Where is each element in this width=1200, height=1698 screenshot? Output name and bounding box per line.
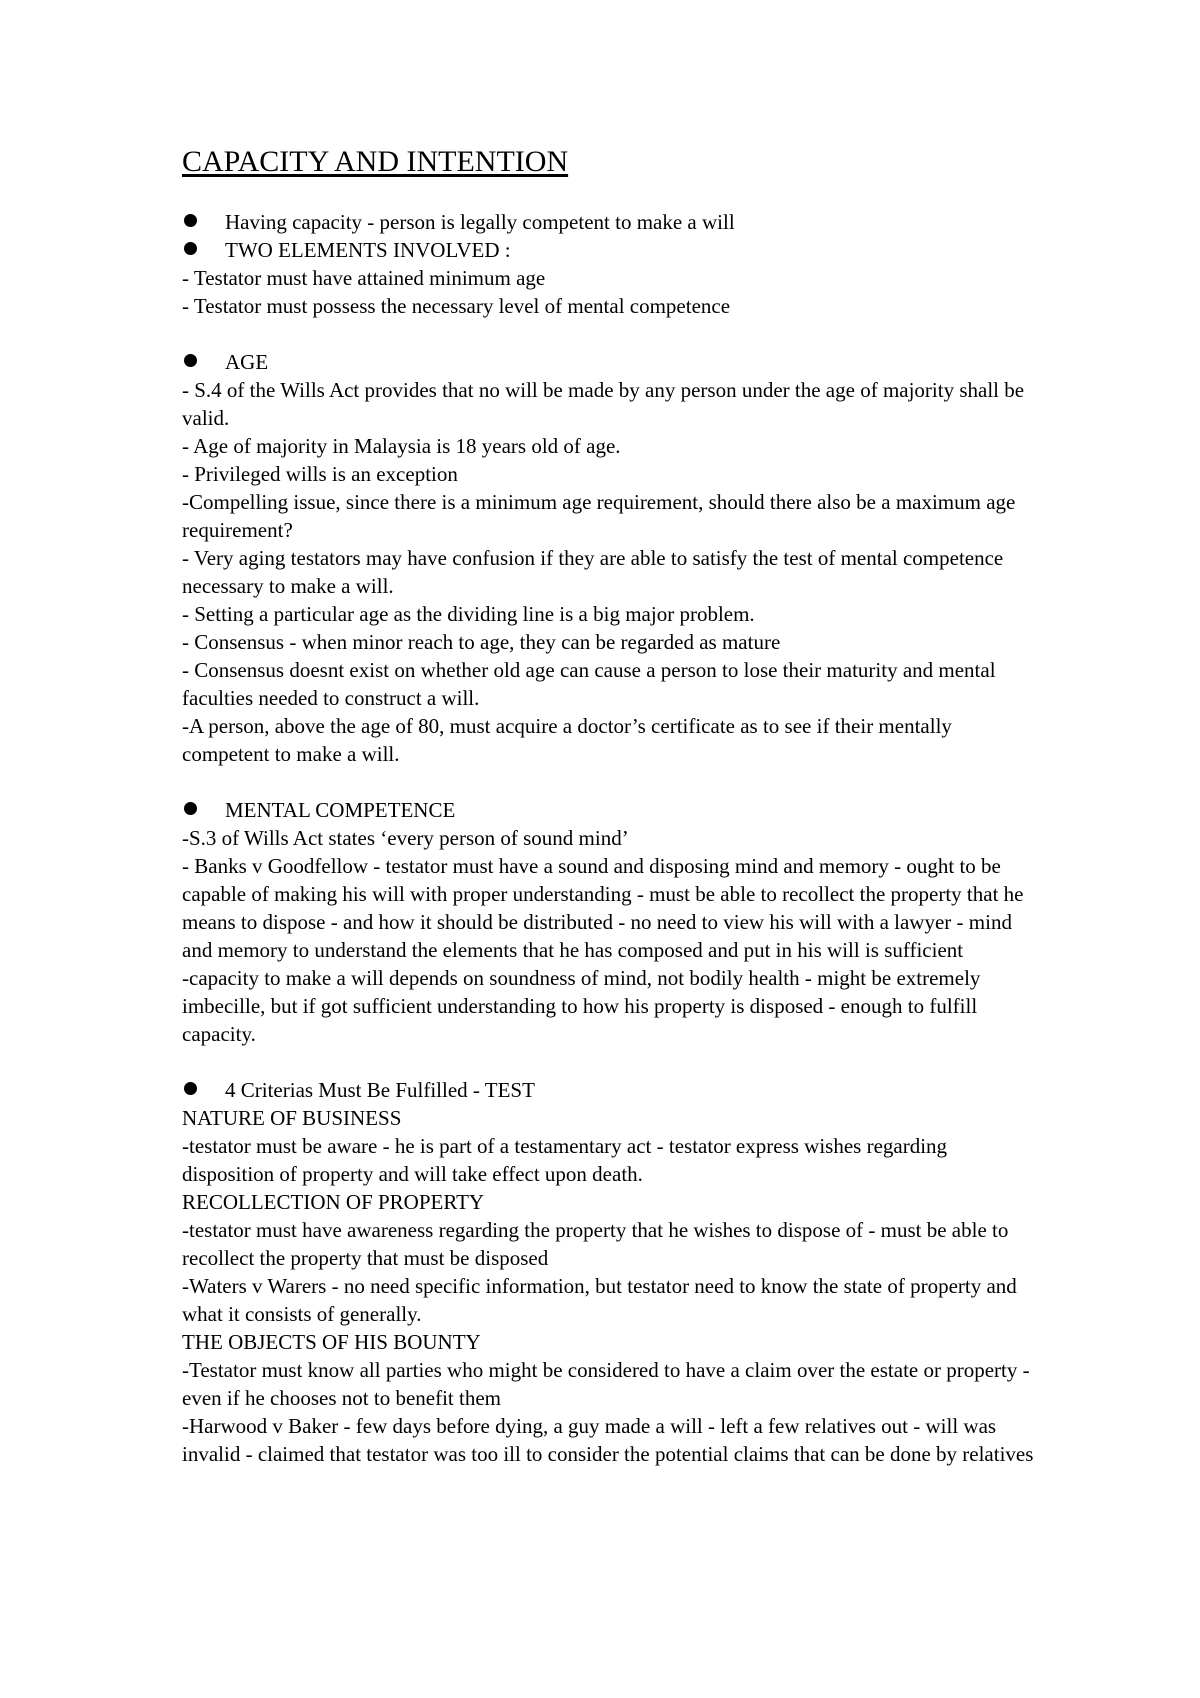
section-heading-text: AGE (225, 350, 269, 374)
text-line: - Testator must possess the necessary level of mental competence (182, 294, 731, 318)
text-line: -Harwood v Baker - few days before dying, a guy made a will - left a few relatives out - will was invalid - claimed that testator was too ill to consider the potential claims that can be done by relatives (182, 1414, 1034, 1466)
text-line: -testator must be aware - he is part of a testamentary act - testator express wishes regarding disposition of property and will take effect upon death. (182, 1134, 948, 1186)
text-line: -capacity to make a will depends on soundness of mind, not bodily health - might be extremely imbecille, but if got sufficient understanding to how his property is disposed - enough to fulfill capacity. (182, 966, 981, 1046)
text-line: -A person, above the age of 80, must acquire a doctor’s certificate as to see if their mentally competent to make a will. (182, 714, 952, 766)
text-line: - Consensus - when minor reach to age, they can be regarded as mature (182, 630, 781, 654)
section-gap (182, 768, 1042, 796)
section-heading-mental-competence (182, 796, 1042, 824)
text-line: - S.4 of the Wills Act provides that no will be made by any person under the age of majority shall be valid. (182, 378, 1025, 430)
section-gap (182, 1048, 1042, 1076)
section-gap (182, 320, 1042, 348)
text-line: - Testator must have attained minimum age (182, 266, 546, 290)
text-line: - Privileged wills is an exception (182, 462, 458, 486)
subheading-recollection-of-property: RECOLLECTION OF PROPERTY (182, 1190, 485, 1214)
bullet-icon (184, 214, 197, 227)
section-heading-text: 4 Criterias Must Be Fulfilled - TEST (225, 1078, 535, 1102)
bullet-icon (184, 242, 197, 255)
bullet-icon (184, 802, 197, 815)
bullet-item (182, 236, 1042, 264)
section-heading-text: MENTAL COMPETENCE (225, 798, 456, 822)
text-line: - Banks v Goodfellow - testator must have a sound and disposing mind and memory - ought to be capable of making his will with proper understanding - must be able to recollect the property that he means to dispose - and how it should be distributed - no need to view his will with a lawyer - mind and memory to understand the elements that he has composed and put in his will is sufficient (182, 854, 1024, 962)
text-line: - Age of majority in Malaysia is 18 years old of age. (182, 434, 621, 458)
bullet-text: TWO ELEMENTS INVOLVED : (225, 238, 511, 262)
text-line: - Consensus doesnt exist on whether old age can cause a person to lose their maturity and mental faculties needed to construct a will. (182, 658, 996, 710)
document-body (182, 142, 1042, 1468)
bullet-icon (184, 1082, 197, 1095)
section-heading-age (182, 348, 1042, 376)
bullet-icon (184, 354, 197, 367)
text-line: -Waters v Warers - no need specific information, but testator need to know the state of property and what it consists of generally. (182, 1274, 1017, 1326)
bullet-item (182, 208, 1042, 236)
page-title: CAPACITY AND INTENTION (182, 145, 569, 178)
text-line: - Very aging testators may have confusion if they are able to satisfy the test of mental competence necessary to make a will. (182, 546, 1004, 598)
text-line: - Setting a particular age as the dividing line is a big major problem. (182, 602, 755, 626)
text-line: -Testator must know all parties who might be considered to have a claim over the estate or property - even if he chooses not to benefit them (182, 1358, 1030, 1410)
subheading-objects-of-bounty: THE OBJECTS OF HIS BOUNTY (182, 1330, 481, 1354)
text-line: -Compelling issue, since there is a minimum age requirement, should there also be a maximum age requirement? (182, 490, 1016, 542)
section-heading-criteria (182, 1076, 1042, 1104)
text-line: -S.3 of Wills Act states ‘every person of sound mind’ (182, 826, 629, 850)
bullet-text: Having capacity - person is legally competent to make a will (225, 210, 735, 234)
subheading-nature-of-business: NATURE OF BUSINESS (182, 1106, 402, 1130)
text-line: -testator must have awareness regarding the property that he wishes to dispose of - must be able to recollect the property that must be disposed (182, 1218, 1009, 1270)
